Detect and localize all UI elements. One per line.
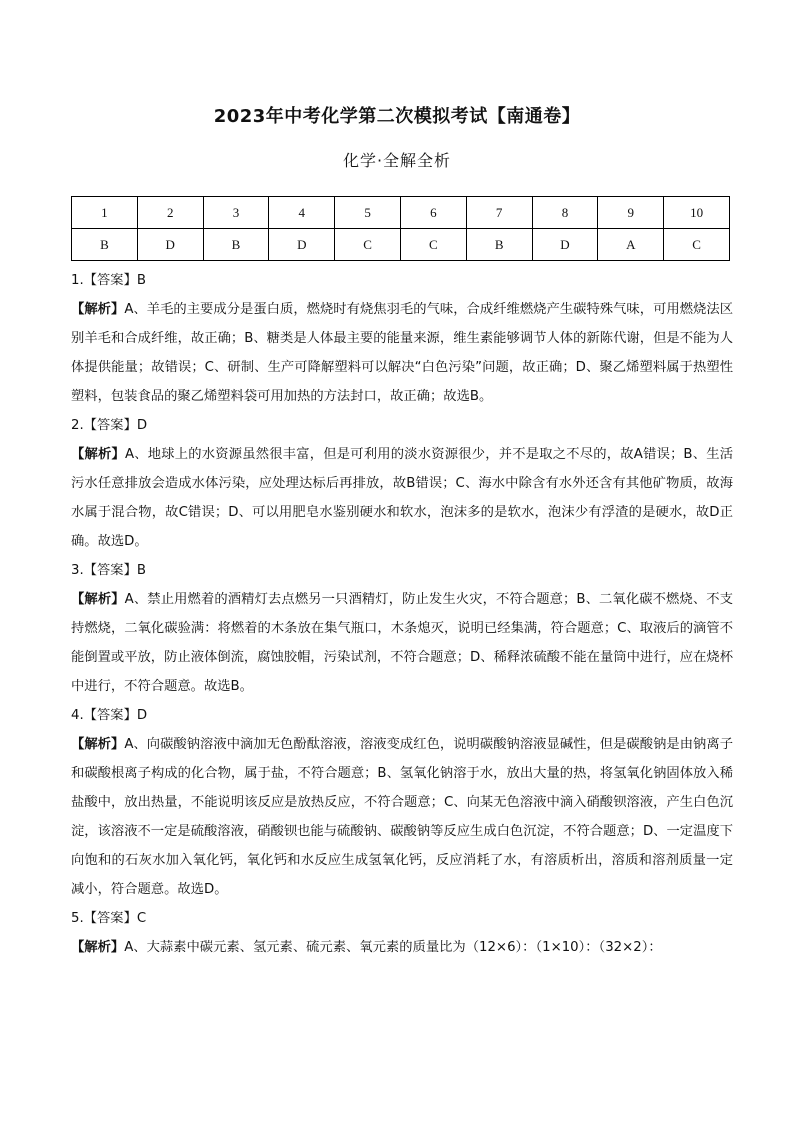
question-analysis [71,585,733,701]
table-cell-answer: D [532,229,598,261]
table-cell-answer: C [664,229,730,261]
table-cell-answer: D [137,229,203,261]
analysis-text: A、地球上的水资源虽然很丰富，但是可利用的淡水资源很少，并不是取之不尽的，故A错误；B、生活污水任意排放会造成水体污染，应处理达标后再排放，故B错误；C、海水中除含有水外还含有其他矿物质，故海水属于混合物，故C错误；D、可以用肥皂水鉴别硬水和软水，泡沫多的是软水，泡沫少有浮渣的是硬水，故D正确。故选D。 [71,447,733,549]
question-answer-heading: 4.【答案】D [71,708,148,723]
analysis-label: 【解析】 [71,737,125,752]
table-cell-number: 7 [466,197,532,229]
table-cell-answer: B [72,229,138,261]
table-cell-answer: C [400,229,466,261]
page-title: 2023年中考化学第二次模拟考试【南通卷】 [213,106,581,127]
table-cell-answer: B [203,229,269,261]
table-cell-number: 3 [203,197,269,229]
table-cell-number: 4 [269,197,335,229]
analysis-content [71,266,733,962]
analysis-text: A、禁止用燃着的酒精灯去点燃另一只酒精灯，防止发生火灾，不符合题意；B、二氧化碳不燃烧、不支持燃烧，二氧化碳验满：将燃着的木条放在集气瓶口，木条熄灭，说明已经集满，符合题意；C、取液后的滴管不能倒置或平放，防止液体倒流，腐蚀胶帽，污染试剂，不符合题意；D、稀释浓硫酸不能在量筒中进行，应在烧杯中进行，不符合题意。故选B。 [71,592,734,694]
table-cell-answer: A [598,229,664,261]
question-answer-heading: 3.【答案】B [71,563,146,578]
analysis-text: A、向碳酸钠溶液中滴加无色酚酞溶液，溶液变成红色，说明碳酸钠溶液显碱性，但是碳酸钠是由钠离子和碳酸根离子构成的化合物，属于盐，不符合题意；B、氢氧化钠溶于水，放出大量的热，将氢氧化钠固体放入稀盐酸中，放出热量，不能说明该反应是放热反应，不符合题意；C、向某无色溶液中滴入硝酸钡溶液，产生白色沉淀，该溶液不一定是硫酸溶液，硝酸钡也能与硫酸钠、碳酸钠等反应生成白色沉淀，不符合题意；D、一定温度下向饱和的石灰水加入氧化钙，氧化钙和水反应生成氢氧化钙，反应消耗了水，有溶质析出，溶质和溶剂质量一定减小，符合题意。故选D。 [71,737,734,897]
analysis-text: A、大蒜素中碳元素、氢元素、硫元素、氧元素的质量比为（12×6）：（1×10）：（32×2）： [124,940,662,955]
answer-table-answer-row [72,229,730,261]
question-answer-heading: 2.【答案】D [71,418,148,433]
table-cell-answer: D [269,229,335,261]
table-cell-number: 6 [400,197,466,229]
page-subtitle: 化学·全解全析 [342,151,452,170]
table-cell-answer: C [335,229,401,261]
question-answer-heading: 5.【答案】C [71,911,147,926]
question-analysis [71,295,733,411]
table-cell-number: 8 [532,197,598,229]
question-analysis [71,440,733,556]
question-analysis [71,730,733,904]
table-cell-answer: B [466,229,532,261]
table-cell-number: 10 [664,197,730,229]
analysis-label: 【解析】 [71,447,125,462]
table-cell-number: 2 [137,197,203,229]
question-answer-heading: 1.【答案】B [71,273,146,288]
table-cell-number: 5 [335,197,401,229]
table-cell-number: 1 [72,197,138,229]
question-analysis [71,933,733,962]
analysis-text: A、羊毛的主要成分是蛋白质，燃烧时有烧焦羽毛的气味，合成纤维燃烧产生碳特殊气味，可用燃烧法区别羊毛和合成纤维，故正确；B、糖类是人体最主要的能量来源，维生素能够调节人体的新陈代谢，但是不能为人体提供能量；故错误；C、研制、生产可降解塑料可以解决“白色污染”问题，故正确；D、聚乙烯塑料属于热塑性塑料，包装食品的聚乙烯塑料袋可用加热的方法封口，故正确；故选B。 [71,302,734,404]
answer-table-number-row [72,197,730,229]
answer-table [71,196,730,261]
analysis-label: 【解析】 [71,302,125,317]
analysis-label: 【解析】 [71,940,125,955]
analysis-label: 【解析】 [71,592,125,607]
table-cell-number: 9 [598,197,664,229]
